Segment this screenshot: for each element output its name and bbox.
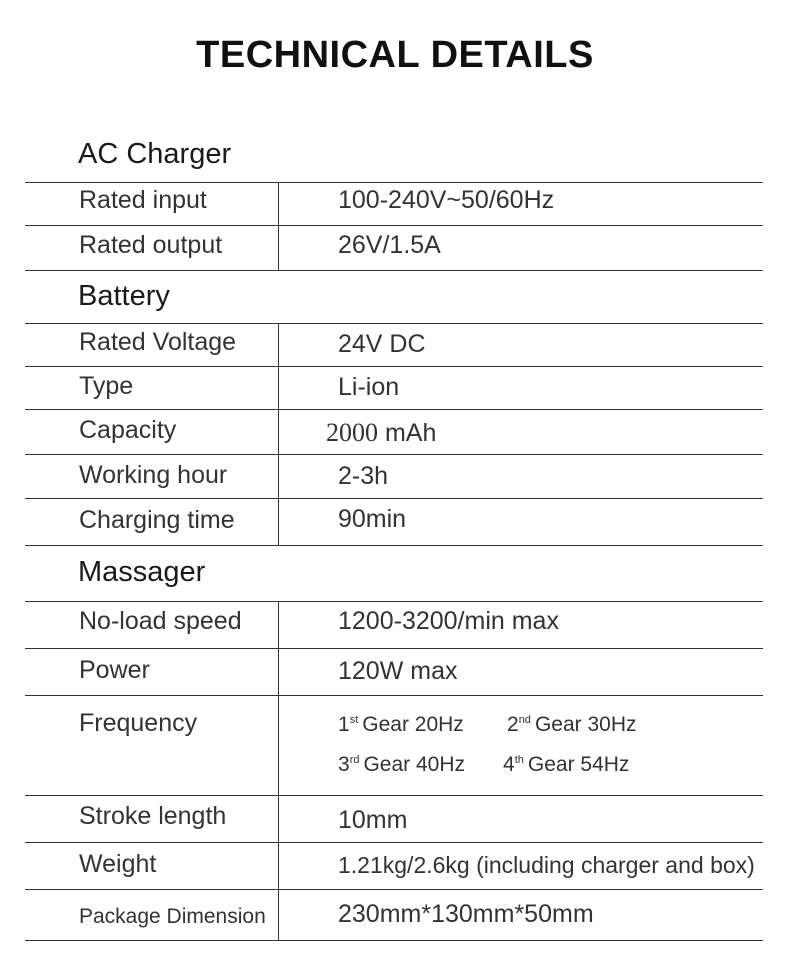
table-divider: [25, 454, 763, 455]
spec-value-type: Li-ion: [338, 373, 400, 401]
spec-value-package-dimension: 230mm*130mm*50mm: [338, 900, 594, 928]
capacity-unit: mAh: [384, 419, 437, 447]
page-title: TECHNICAL DETAILS: [196, 34, 594, 76]
spec-label-rated-output: Rated output: [79, 231, 223, 259]
spec-value-rated-voltage: 24V DC: [338, 330, 426, 358]
spec-value-charging-time: 90min: [338, 505, 407, 533]
table-divider: [25, 498, 763, 499]
frequency-gear-2: [507, 713, 636, 737]
spec-value-no-load-speed: 1200-3200/min max: [338, 607, 559, 635]
table-divider: [25, 225, 763, 226]
spec-label-working-hour: Working hour: [79, 461, 228, 489]
spec-label-type: Type: [79, 372, 134, 400]
spec-value-capacity: [326, 418, 436, 448]
gear-number: 2: [507, 713, 519, 736]
capacity-number: 2000: [326, 418, 378, 447]
gear-ordinal-suffix: nd: [518, 714, 531, 726]
spec-label-power: Power: [79, 656, 150, 684]
spec-label-rated-voltage: Rated Voltage: [79, 328, 237, 356]
frequency-gear-4: [503, 753, 629, 777]
spec-label-frequency: Frequency: [79, 709, 198, 737]
table-divider: [25, 795, 763, 796]
frequency-gear-3: [338, 753, 465, 777]
table-divider: [25, 270, 763, 271]
frequency-gear-1: [338, 713, 464, 737]
table-divider: [25, 182, 763, 183]
spec-value-power: 120W max: [338, 657, 458, 685]
table-divider: [25, 409, 763, 410]
gear-text: Gear 30Hz: [534, 713, 637, 736]
column-divider: [278, 323, 279, 545]
table-divider: [25, 940, 763, 941]
gear-ordinal-suffix: th: [514, 754, 524, 766]
gear-text: Gear 40Hz: [363, 753, 466, 776]
table-divider: [25, 842, 763, 843]
table-divider: [25, 323, 763, 324]
section-heading-massager: Massager: [78, 556, 206, 588]
gear-ordinal-suffix: st: [349, 714, 359, 726]
spec-label-package-dimension: Package Dimension: [79, 905, 266, 928]
section-heading-battery: Battery: [78, 280, 170, 312]
spec-label-capacity: Capacity: [79, 416, 177, 444]
spec-label-stroke-length: Stroke length: [79, 802, 227, 830]
section-heading-ac-charger: AC Charger: [78, 138, 232, 170]
gear-number: 4: [503, 753, 515, 776]
gear-number: 1: [338, 713, 350, 736]
spec-label-no-load-speed: No-load speed: [79, 607, 242, 635]
spec-label-rated-input: Rated input: [79, 186, 207, 214]
table-divider: [25, 545, 763, 546]
gear-text: Gear 54Hz: [527, 753, 630, 776]
table-divider: [25, 366, 763, 367]
gear-text: Gear 20Hz: [362, 713, 464, 736]
spec-value-rated-output: 26V/1.5A: [338, 231, 441, 259]
table-divider: [25, 648, 763, 649]
gear-number: 3: [338, 753, 350, 776]
table-divider: [25, 889, 763, 890]
spec-value-weight: 1.21kg/2.6kg (including charger and box): [338, 852, 755, 878]
gear-ordinal-suffix: rd: [349, 754, 360, 766]
spec-label-charging-time: Charging time: [79, 506, 235, 534]
table-divider: [25, 695, 763, 696]
spec-value-rated-input: 100-240V~50/60Hz: [338, 186, 555, 214]
spec-value-working-hour: 2-3h: [338, 462, 389, 490]
column-divider: [278, 182, 279, 270]
spec-value-stroke-length: 10mm: [338, 806, 408, 834]
spec-label-weight: Weight: [79, 850, 157, 878]
table-divider: [25, 601, 763, 602]
